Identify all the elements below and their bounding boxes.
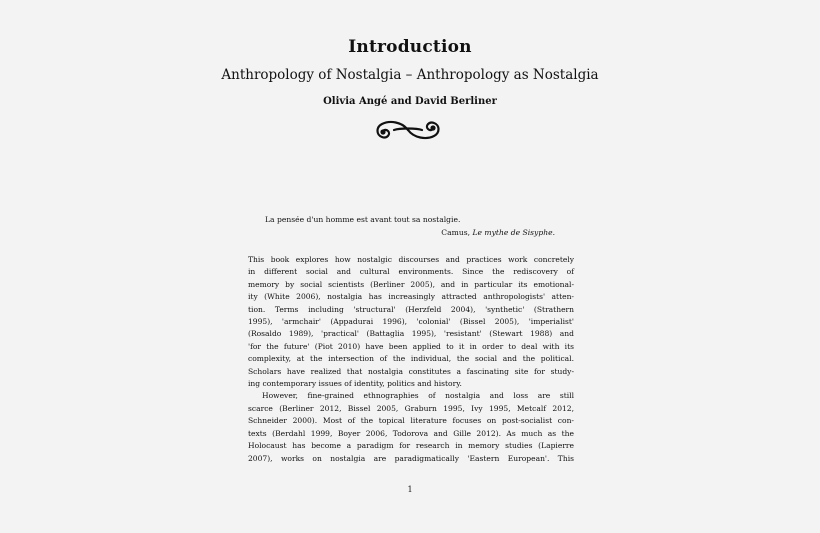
epigraph-quote: La pensée d'un homme est avant tout sa nostalgie. xyxy=(265,215,461,224)
paragraph-2 xyxy=(248,390,574,464)
text-line: complexity, at the intersection of the individual, the social and the political. xyxy=(248,354,574,364)
text-line: 2007), works on nostalgia are paradigmatically 'Eastern European'. This xyxy=(248,453,574,463)
text-line: tion. Terms including 'structural' (Herzfeld 2004), 'synthetic' (Strathern xyxy=(248,304,574,314)
epigraph-author: Camus, xyxy=(441,228,471,237)
text-line: ing contemporary issues of identity, politics and history. xyxy=(248,379,462,389)
chapter-subtitle: Anthropology of Nostalgia – Anthropology as Nostalgia xyxy=(221,67,599,83)
text-line: ity (White 2006), nostalgia has increasingly attracted anthropologists' atten- xyxy=(248,292,574,302)
body-text xyxy=(248,254,574,465)
chapter-title: Introduction xyxy=(348,37,472,57)
chapter-authors: Olivia Angé and David Berliner xyxy=(323,96,497,107)
text-line: This book explores how nostalgic discourses and practices work concretely xyxy=(248,255,574,264)
text-line: 'for the future' (Piot 2010) have been applied to it in order to deal with its xyxy=(248,341,574,351)
text-line: Schneider 2000). Most of the topical literature focuses on post-socialist con- xyxy=(248,416,574,426)
text-line: texts (Berdahl 1999, Boyer 2006, Todorova and Gille 2012). As much as the xyxy=(248,428,574,438)
fleuron-ornament-icon xyxy=(372,118,444,142)
text-line: Holocaust has become a paradigm for research in memory studies (Lapierre xyxy=(248,441,574,451)
text-line: Scholars have realized that nostalgia constitutes a fascinating site for study- xyxy=(248,366,574,376)
page-number: 1 xyxy=(407,485,413,494)
text-line: scarce (Berliner 2012, Bissel 2005, Graburn 1995, Ivy 1995, Metcalf 2012, xyxy=(248,403,574,413)
text-line: memory by social scientists (Berliner 2005), and in particular its emotional- xyxy=(248,279,574,289)
paragraph-1 xyxy=(248,254,574,390)
text-line: (Rosaldo 1989), 'practical' (Battaglia 1995), 'resistant' (Stewart 1988) and xyxy=(248,329,574,339)
epigraph-work: Le mythe de Sisyphe. xyxy=(472,228,555,237)
text-line: 1995), 'armchair' (Appadurai 1996), 'colonial' (Bissel 2005), 'imperialist' xyxy=(248,317,574,327)
text-line: in different social and cultural environments. Since the rediscovery of xyxy=(248,267,574,277)
text-line: However, fine-grained ethnographies of nostalgia and loss are still xyxy=(262,391,574,401)
epigraph-attribution xyxy=(441,228,555,237)
